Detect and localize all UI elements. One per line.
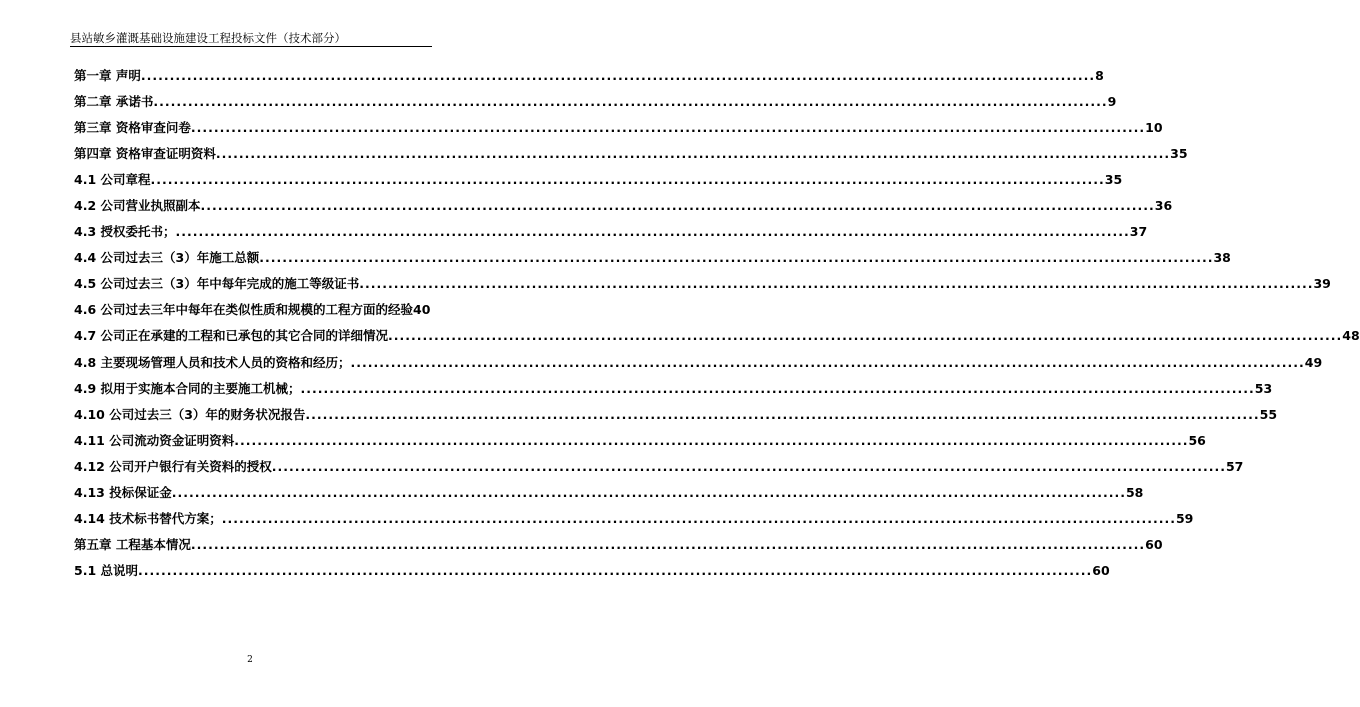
toc-leader-dots xyxy=(191,120,1145,136)
toc-entry-title: 第一章 声明 xyxy=(74,68,141,83)
toc-leader-dots xyxy=(272,459,1226,475)
toc-entry[interactable] xyxy=(74,250,1231,276)
toc-entry-title: 第五章 工程基本情况 xyxy=(74,536,191,552)
toc-entry[interactable] xyxy=(74,198,1173,224)
toc-entry-title: 4.9 拟用于实施本合同的主要施工机械； xyxy=(74,380,301,396)
table-of-contents xyxy=(74,68,1360,589)
toc-entry-page: 8 xyxy=(1095,68,1104,83)
toc-entry[interactable] xyxy=(74,68,1104,94)
toc-entry-title: 4.12 公司开户银行有关资料的授权 xyxy=(74,458,272,474)
toc-entry-title: 5.1 总说明 xyxy=(74,562,138,578)
toc-entry-page: 49 xyxy=(1304,354,1323,370)
toc-entry-title: 第二章 承诺书 xyxy=(74,94,154,110)
toc-entry[interactable] xyxy=(74,510,1194,537)
toc-entry-page: 58 xyxy=(1125,484,1144,500)
toc-leader-dots xyxy=(351,355,1305,371)
toc-entry[interactable] xyxy=(74,432,1206,459)
toc-leader-dots xyxy=(191,537,1145,553)
toc-entry-title: 4.4 公司过去三（3）年施工总额 xyxy=(74,250,260,266)
toc-entry-page: 59 xyxy=(1175,510,1194,526)
page-number: 2 xyxy=(247,655,253,665)
toc-entry-title: 第四章 资格审查证明资料 xyxy=(74,146,216,162)
toc-entry[interactable] xyxy=(74,302,431,328)
toc-leader-dots xyxy=(141,68,1095,84)
toc-entry-page: 40 xyxy=(413,302,431,318)
toc-entry[interactable] xyxy=(74,146,1188,172)
toc-entry[interactable] xyxy=(74,484,1144,511)
toc-leader-dots xyxy=(138,563,1092,579)
toc-entry-page: 55 xyxy=(1259,406,1278,422)
toc-entry[interactable] xyxy=(74,354,1323,381)
toc-entry-page: 35 xyxy=(1104,172,1123,188)
toc-leader-dots xyxy=(176,224,1130,240)
toc-entry[interactable] xyxy=(74,380,1273,407)
document-header: 县站敏乡灌溉基础设施建设工程投标文件（技术部分） xyxy=(70,31,346,45)
toc-entry[interactable] xyxy=(74,224,1148,250)
toc-entry[interactable] xyxy=(74,562,1110,589)
toc-entry[interactable] xyxy=(74,120,1163,146)
toc-leader-dots xyxy=(172,485,1126,501)
toc-entry[interactable] xyxy=(74,536,1163,563)
toc-entry-page: 35 xyxy=(1170,146,1188,162)
toc-leader-dots xyxy=(259,250,1213,266)
toc-entry-title: 4.11 公司流动资金证明资料 xyxy=(74,432,235,448)
toc-entry-title: 4.13 投标保证金 xyxy=(74,484,172,500)
toc-entry-title: 4.5 公司过去三（3）年中每年完成的施工等级证书 xyxy=(74,276,360,292)
toc-entry-title: 4.14 技术标书替代方案； xyxy=(74,510,222,526)
toc-leader-dots xyxy=(388,328,1342,344)
toc-entry-page: 48 xyxy=(1342,328,1360,344)
toc-entry-page: 60 xyxy=(1145,536,1163,552)
toc-entry-page: 37 xyxy=(1129,224,1148,240)
toc-entry-page: 60 xyxy=(1092,562,1110,578)
toc-entry-page: 57 xyxy=(1225,458,1244,474)
toc-leader-dots xyxy=(359,276,1313,292)
toc-entry-page: 9 xyxy=(1107,94,1117,110)
toc-entry-title: 4.3 授权委托书； xyxy=(74,224,176,240)
toc-leader-dots xyxy=(153,94,1107,110)
toc-entry[interactable] xyxy=(74,172,1123,198)
toc-entry-title: 4.8 主要现场管理人员和技术人员的资格和经历； xyxy=(74,354,351,370)
toc-leader-dots xyxy=(301,381,1255,397)
toc-entry-title: 4.10 公司过去三（3）年的财务状况报告 xyxy=(74,406,306,422)
toc-entry-page: 38 xyxy=(1213,250,1231,266)
toc-entry-page: 53 xyxy=(1254,380,1273,396)
toc-entry[interactable] xyxy=(74,458,1244,485)
toc-entry[interactable] xyxy=(74,406,1278,433)
toc-leader-dots xyxy=(201,198,1155,214)
toc-entry-title: 4.6 公司过去三年中每年在类似性质和规模的工程方面的经验 xyxy=(74,302,413,318)
toc-entry[interactable] xyxy=(74,94,1117,120)
toc-entry-title: 4.2 公司营业执照副本 xyxy=(74,198,201,214)
header-rule xyxy=(70,46,432,47)
toc-leader-dots xyxy=(234,433,1188,449)
toc-entry-page: 36 xyxy=(1154,198,1173,214)
toc-entry-title: 第三章 资格审查问卷 xyxy=(74,120,191,136)
toc-entry-page: 10 xyxy=(1145,120,1163,136)
toc-entry-title: 4.7 公司正在承建的工程和已承包的其它合同的详细情况 xyxy=(74,328,388,344)
toc-entry[interactable] xyxy=(74,328,1360,354)
toc-leader-dots xyxy=(216,146,1170,162)
toc-leader-dots xyxy=(305,407,1259,423)
toc-entry-title: 4.1 公司章程 xyxy=(74,172,151,188)
toc-entry-page: 56 xyxy=(1188,432,1206,448)
toc-entry-page: 39 xyxy=(1313,276,1331,292)
toc-leader-dots xyxy=(151,172,1105,188)
toc-leader-dots xyxy=(222,511,1176,527)
toc-entry[interactable] xyxy=(74,276,1331,302)
